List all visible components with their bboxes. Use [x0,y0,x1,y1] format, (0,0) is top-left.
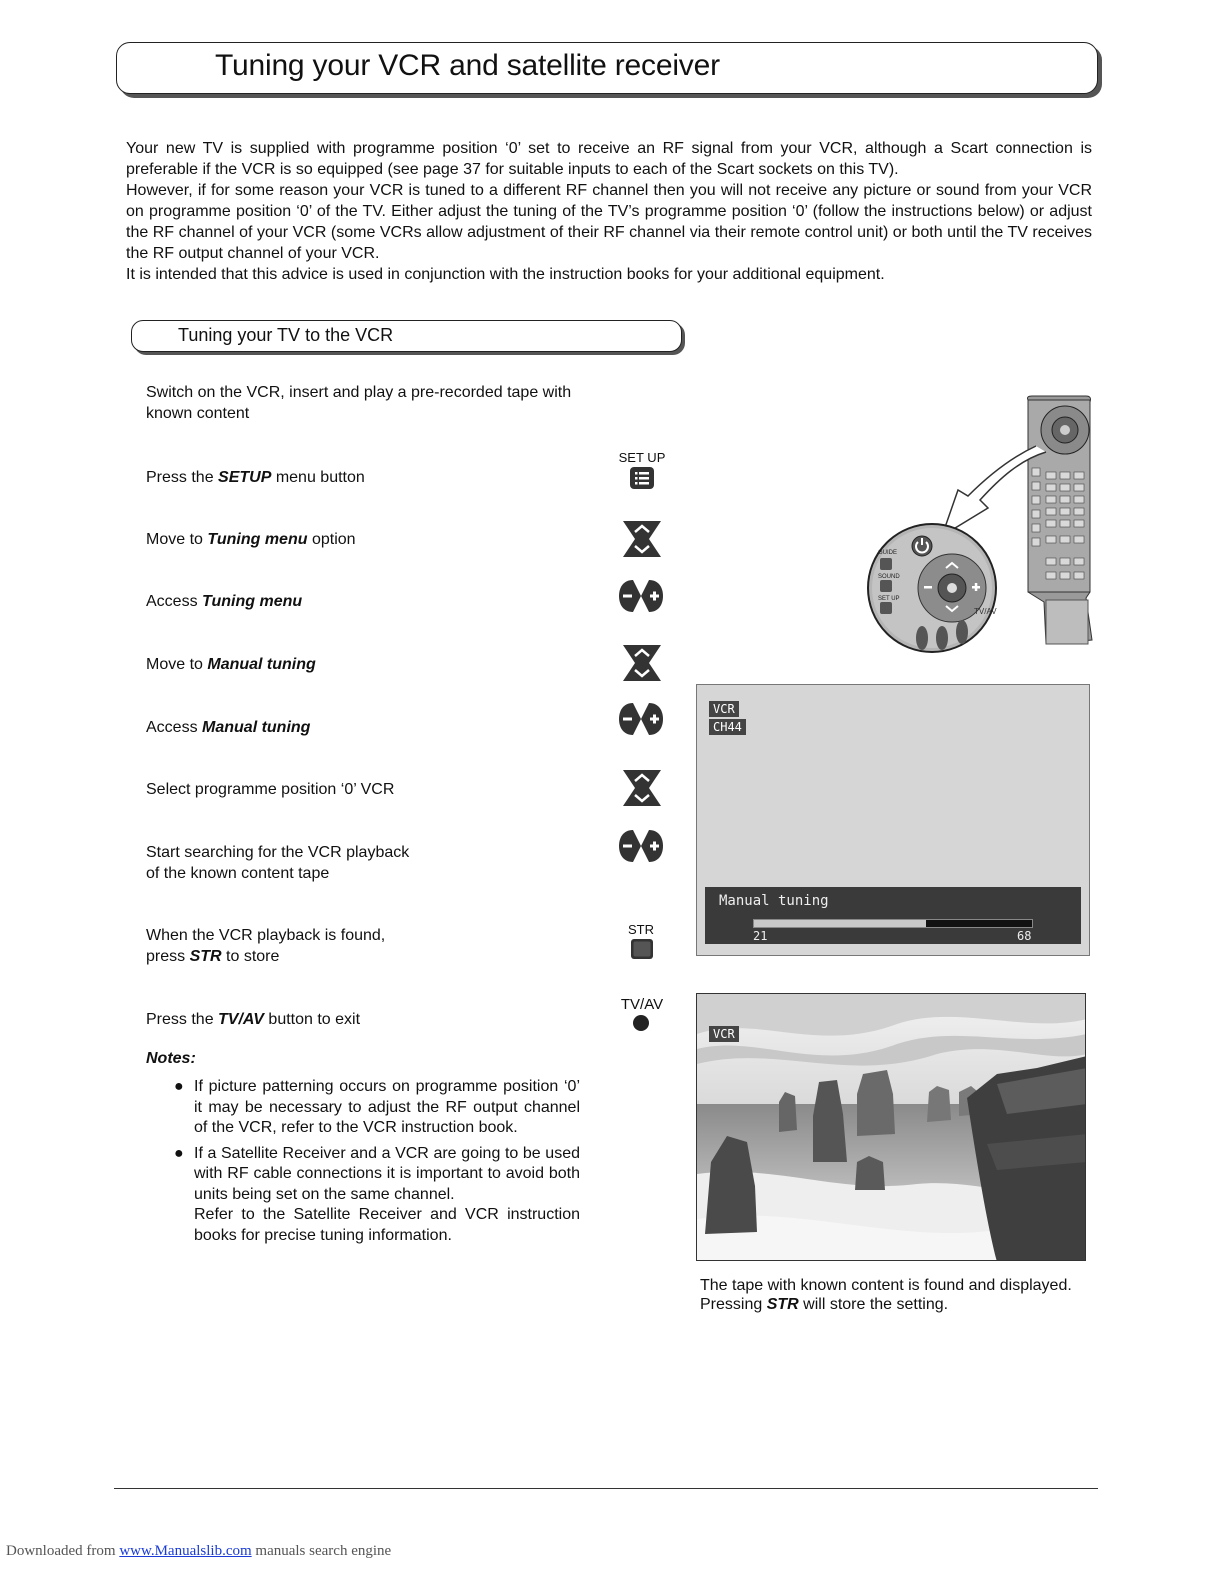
str-button-label: STR [628,922,654,937]
remote-label-guide: GUIDE [878,550,898,556]
tuning-progress-track [753,919,1033,928]
tv-screen-manual-tuning [696,684,1090,956]
step-text: Switch on the VCR, insert and play a pre-recorded tape with [146,384,572,401]
note-item [174,1144,580,1247]
step-text: Access [146,719,203,736]
footer [6,1543,391,1560]
setup-button-icon[interactable] [629,466,655,490]
step-keyword: STR [189,948,222,965]
step-text: Move to [146,656,208,673]
step-text: to store [221,948,280,965]
step-text: option [307,531,356,548]
remote-label-setup: SET UP [878,596,900,602]
setup-button-label: SET UP [618,450,666,465]
step-exit [146,1009,586,1030]
footer-rule [114,1488,1098,1489]
notes-heading: Notes: [146,1050,196,1067]
remote-control-illustration [860,392,1100,658]
step-text: When the VCR playback is found, [146,927,386,944]
up-down-button-icon[interactable] [620,768,664,808]
page-title-box [116,42,1098,94]
intro-paragraph: Your new TV is supplied with programme position ‘0’ set to receive an RF signal from your VCR, although a Scart connection is preferable if the VCR is so equipped (see page 37 for suitable inputs to each of the Scart sockets on this TV). [126,140,1092,178]
caption-keyword: STR [766,1296,799,1313]
step-text: known content [146,405,250,422]
step-text: Start searching for the VCR playback [146,844,410,861]
step-access-tuning-menu [146,591,586,612]
screen-caption [700,1276,1100,1314]
step-move-tuning-menu [146,529,586,550]
step-text: of the known content tape [146,865,330,882]
up-down-button-icon[interactable] [620,519,664,559]
footer-text: manuals search engine [251,1543,392,1559]
step-text: Access [146,593,203,610]
step-press-setup [146,467,586,488]
str-button-icon[interactable] [630,938,654,960]
up-down-button-icon[interactable] [620,643,664,683]
left-right-button-icon[interactable] [617,578,665,614]
step-move-manual-tuning [146,654,586,675]
step-select-position [146,779,586,800]
section-title: Tuning your TV to the VCR [178,325,394,345]
caption-text: The tape with known content is found and displayed. [700,1277,1072,1294]
note-text: If a Satellite Receiver and a VCR are going to be used with RF cable connections it is important to avoid both units being set on the same channel. [194,1144,580,1203]
step-keyword: SETUP [218,469,272,486]
step-keyword: Manual tuning [207,656,316,673]
step-text: menu button [271,469,365,486]
bullet-icon: ● [174,1144,184,1162]
notes-list [174,1077,580,1251]
step-text: Select programme position ‘0’ VCR [146,781,395,798]
step-keyword: Tuning menu [207,531,308,548]
step-switch-on-vcr [146,382,586,424]
note-item [174,1077,580,1139]
remote-label-tvav: TV/AV [974,607,997,616]
note-text: Refer to the Satellite Receiver and VCR instruction books for precise tuning information. [194,1206,580,1244]
manual-tuning-bar [705,887,1081,944]
step-access-manual-tuning [146,717,586,738]
osd-channel-tag: CH44 [709,719,746,735]
tvav-button-label: TV/AV [620,996,664,1013]
osd-source-tag: VCR [709,701,739,717]
photo-source-tag: VCR [709,1026,739,1042]
tuning-range-max: 68 [1017,929,1032,943]
bullet-icon: ● [174,1078,184,1095]
step-text: Move to [146,531,208,548]
step-text: button to exit [263,1011,361,1028]
step-text: press [146,948,190,965]
step-start-search [146,842,586,884]
caption-text: Pressing [700,1296,767,1313]
left-right-button-icon[interactable] [617,828,665,864]
step-keyword: Manual tuning [202,719,311,736]
manual-tuning-title: Manual tuning [719,893,829,909]
footer-link[interactable]: www.Manualslib.com [119,1543,252,1559]
remote-label-sound: SOUND [878,574,900,580]
note-text: If picture patterning occurs on programme position ‘0’ it may be necessary to adjust the RF output channel of the VCR, refer to the VCR instruction book. [194,1078,580,1136]
intro-text [126,138,1092,285]
step-text: Press the [146,469,219,486]
tv-screen-vcr-playback [696,993,1086,1261]
step-text: Press the [146,1011,219,1028]
section-title-box [131,320,682,352]
left-right-button-icon[interactable] [617,701,665,737]
coastline-picture [697,994,1086,1261]
step-store [146,925,586,967]
caption-text: will store the setting. [798,1296,949,1313]
footer-text: Downloaded from [6,1543,120,1559]
step-keyword: Tuning menu [202,593,303,610]
page-title: Tuning your VCR and satellite receiver [215,49,720,82]
intro-paragraph: It is intended that this advice is used in conjunction with the instruction books for your additional equipment. [126,266,885,283]
intro-paragraph: However, if for some reason your VCR is tuned to a different RF channel then you will not receive any picture or sound from your VCR on programme position ‘0’ of the TV. Either adjust the tuning of the TV’s programme position ‘0’ (follow the instructions below) or adjust the RF channel of your VCR (some VCRs allow adjustment of their RF channel via their remote control unit) or both until the TV receives the RF output channel of your VCR. [126,182,1092,262]
tuning-range-min: 21 [753,929,768,943]
step-keyword: TV/AV [218,1011,264,1028]
tvav-button-icon[interactable] [632,1014,650,1032]
tuning-progress-fill [754,920,926,927]
